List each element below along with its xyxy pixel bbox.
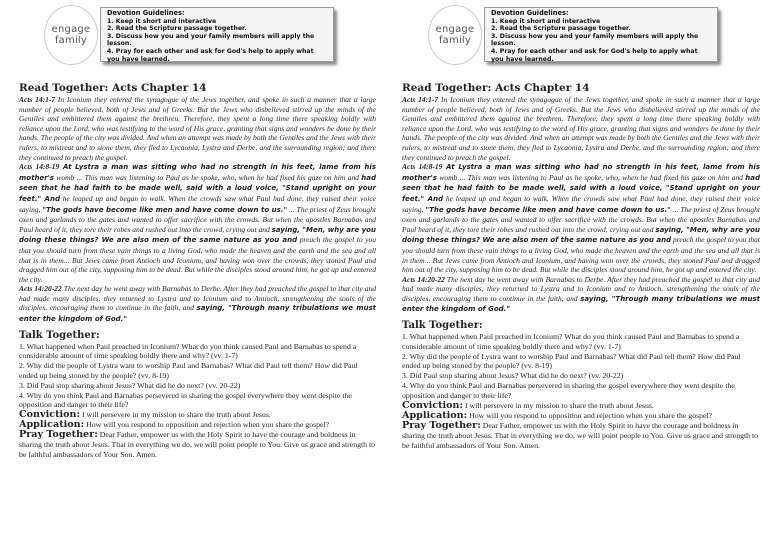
logo-line-2: family bbox=[438, 35, 472, 46]
devotion-guidelines-box bbox=[484, 7, 718, 62]
application-text: How will you respond to opposition and rejection when you share the gospel? bbox=[84, 420, 330, 430]
passage-1 bbox=[19, 95, 376, 162]
read-together-heading: Read Together: Acts Chapter 14 bbox=[402, 82, 590, 94]
talk-together-heading: Talk Together: bbox=[402, 320, 483, 332]
passage-ref: Acts 14:8-19 bbox=[19, 162, 60, 172]
prayer-label: Pray Together: bbox=[19, 429, 98, 441]
logo-line-1: engage bbox=[435, 24, 475, 35]
guideline-item: 2. Read the Scripture passage together. bbox=[107, 25, 247, 33]
prayer-text: Dear Father, empower us with the Holy Spirit to have the courage and boldness in sharing the truth about Jesus. That in everything we do, we will point people to You. Give us grace and strength to be faithful ambassadors of Your Son. Amen. bbox=[19, 430, 376, 460]
read-together-heading: Read Together: Acts Chapter 14 bbox=[19, 82, 207, 94]
passage-ref: Acts 14:20-22 bbox=[19, 284, 62, 294]
discussion-question: 2. Why did the people of Lystra want to worship Paul and Barnabas? What did Paul tell them? How did Paul ended up being stoned by the people? (vv. 8-19) bbox=[402, 351, 741, 371]
passage-text: he leaped up and began to walk. When the crowds saw what Paul had done, they raised their voice saying, bbox=[402, 193, 760, 214]
prayer-line bbox=[19, 430, 376, 460]
passage-ref: Acts 14:8-19 bbox=[402, 162, 443, 172]
passage-highlight: had seen that he had faith to be made well, said with a loud voice, "Stand upright on your feet." And bbox=[19, 173, 376, 203]
passage-text: ... The priest of Zeus brought oxen and garlands to the gates and wanted to offer sacrifice with the crowds. But when the apostles Barnabas and Paul heard of it, they tore their robes and rushed out into the crowd, crying out and bbox=[402, 204, 761, 234]
application-label: Application: bbox=[19, 419, 85, 431]
guideline-item: 4. Pray for each other and ask for God's help to apply what you have learned. bbox=[107, 47, 314, 63]
discussion-question: 1. What happened when Paul preached in Iconium? What do you think caused Paul and Barnabas to spend a considerable amount of time speaking boldly there and why? (vv. 1-7) bbox=[402, 332, 740, 351]
devotion-guidelines-box bbox=[100, 7, 334, 62]
passage-3 bbox=[402, 275, 760, 315]
passage-text: womb ... This man was listening to Paul as he spoke, who, when he had fixed his gaze on him and bbox=[53, 172, 362, 182]
guideline-item: 2. Read the Scripture passage together. bbox=[491, 25, 631, 33]
passage-ref: Acts 14:1-7 bbox=[19, 95, 56, 104]
passage-highlight: At Lystra a man was sitting who had no strength in his feet, lame from his mother's bbox=[402, 163, 760, 182]
discussion-question: 4. Why do you think Paul and Barnabas persevered in sharing the gospel everywhere they went despite the opposition and danger to their life? bbox=[19, 390, 352, 410]
logo-line-2: family bbox=[54, 35, 88, 46]
guideline-item: 4. Pray for each other and ask for God's help to apply what you have learned. bbox=[491, 47, 698, 63]
engage-family-logo bbox=[44, 4, 98, 66]
discussion-question: 1. What happened when Paul preached in Iconium? What do you think caused Paul and Barnabas to spend a considerable amount of time speaking boldly there and why? (vv. 1-7) bbox=[19, 341, 357, 361]
passage-highlight: saying, "Men, why are you doing these things? We are also men of the same nature as you and bbox=[19, 225, 376, 245]
passage-text: ... The priest of Zeus brought oxen and garlands to the gates and wanted to offer sacrifice with the crowds. But when the apostles Barnabas and Paul heard of it, they tore their robes and rushed out into the crowd, crying out and bbox=[19, 204, 376, 234]
talk-together-section bbox=[19, 330, 376, 411]
application-label: Application: bbox=[402, 409, 468, 421]
right-devotion-panel bbox=[384, 0, 768, 543]
guideline-item: 3. Discuss how you and your family members will apply the lesson. bbox=[107, 32, 315, 48]
guideline-item: 1. Keep it short and interactive bbox=[107, 17, 217, 25]
passage-highlight: saying, "Men, why are you doing these things? We are also men of the same nature as you and bbox=[402, 225, 760, 245]
discussion-question: 2. Why did the people of Lystra want to worship Paul and Barnabas? What did Paul tell them? How did Paul ended up being stoned by the people? (vv. 8-19) bbox=[19, 361, 358, 381]
passage-highlight: had seen that he had faith to be made well, said with a loud voice, "Stand upright on your feet." And bbox=[402, 173, 760, 203]
passage-text: womb ... This man was listening to Paul as he spoke, who, when he had fixed his gaze on him and bbox=[436, 172, 746, 182]
passage-1 bbox=[402, 95, 760, 162]
talk-together-heading: Talk Together: bbox=[19, 329, 100, 341]
passage-ref: Acts 14:20-22 bbox=[402, 274, 445, 284]
passage-highlight: saying, "Through many tribulations we must enter the kingdom of God." bbox=[402, 294, 760, 314]
guideline-item: 1. Keep it short and interactive bbox=[491, 17, 601, 25]
guidelines-title: Devotion Guidelines: bbox=[491, 9, 569, 17]
conviction-label: Conviction: bbox=[402, 399, 464, 411]
passage-3 bbox=[19, 284, 376, 324]
conviction-text: I will persevere in my mission to share the truth about Jesus. bbox=[463, 400, 654, 410]
talk-together-section bbox=[402, 320, 760, 401]
guidelines-title: Devotion Guidelines: bbox=[107, 9, 185, 17]
passage-highlight: "The gods have become like men and have come down to us." bbox=[42, 205, 288, 214]
devotion-content bbox=[19, 82, 376, 460]
logo-line-1: engage bbox=[51, 24, 91, 35]
passage-2 bbox=[19, 162, 376, 284]
engage-family-logo bbox=[428, 4, 482, 66]
conviction-text: I will persevere in my mission to share the truth about Jesus. bbox=[80, 410, 271, 420]
passage-ref: Acts 14:1-7 bbox=[402, 95, 439, 104]
passage-text: The next day he went away with Barnabas to Derbe. After they had preached the gospel to that city and had made many disciples, they returned to Lystra and to Iconium and to Antioch, strengthening the souls of the disciples, encouraging them to continue in the faith, and bbox=[19, 284, 376, 313]
passage-text: In Iconium they entered the synagogue of the Jews together, and spoke in such a manner that a large number of people believed, both of Jews and of Greeks. But the Jews who disbelieved stirred up the minds of the Gentiles and embittered them against the brethren. Therefore, they spent a long time there speaking boldly with reliance upon the Lord, who was testifying to the word of His grace, granting that signs and wonders be done by their hands. The people of the city was divided. And when an attempt was made by both the Gentiles and the Jews with their rulers, to mistreat and to stone them, they fled to Lycaonia, Lystra and Derbe, and the surrounding region; and there they continued to preach the gospel. bbox=[402, 95, 760, 162]
application-text: How will you respond to opposition and rejection when you share the gospel? bbox=[467, 410, 713, 420]
passage-text: The next day he went away with Barnabas to Derbe. After they had preached the gospel to that city and had made many disciples, they returned to Lystra and to Iconium and to Antioch, strengthening the souls of the disciples, encouraging them to continue in the faith, and bbox=[402, 274, 760, 303]
devotion-content bbox=[402, 82, 760, 451]
passage-2 bbox=[402, 162, 760, 275]
passage-text: preach the gospel to you that you should turn from these vain things to a living God, who made the heaven and the earth and the sea and all that is in them... But Jews came from Antioch and Iconium, and having won over the crowds, they stoned Paul and dragged him out of the city, supposing him to be dead. But while the disciples stood around him, he got up and entered the city. bbox=[19, 235, 376, 284]
conviction-label: Conviction: bbox=[19, 409, 81, 421]
discussion-question: 4. Why do you think Paul and Barnabas persevered in sharing the gospel everywhere they went despite the opposition and danger to their life? bbox=[402, 381, 735, 400]
guideline-item: 3. Discuss how you and your family members will apply the lesson. bbox=[491, 32, 699, 48]
discussion-question: 3. Did Paul stop sharing about Jesus? What did he do next? (vv. 20-22) bbox=[19, 380, 241, 390]
prayer-line bbox=[402, 421, 760, 451]
passage-highlight: saying, "Through many tribulations we must enter the kingdom of God." bbox=[19, 304, 376, 324]
prayer-label: Pray Together: bbox=[402, 419, 481, 431]
passage-highlight: "The gods have become like men and have come down to us." bbox=[425, 205, 671, 214]
passage-text: preach the gospel to you that you should turn from these vain things to a living God, who made the heaven and the earth and the sea and all that is in them... But Jews came from Antioch and Iconium, and having won over the crowds, they stoned Paul and dragged him out of the city, supposing him to be dead. But while the disciples stood around him, he got up and entered the city. bbox=[402, 235, 760, 275]
passage-text: he leaped up and began to walk. When the crowds saw what Paul had done, they raised their voice saying, bbox=[19, 193, 376, 214]
passage-highlight: At Lystra a man was sitting who had no strength in his feet, lame from his mother's bbox=[19, 163, 376, 182]
prayer-text: Dear Father, empower us with the Holy Spirit to have the courage and boldness in sharing the truth about Jesus. That in everything we do, we will point people to You. Give us grace and strength to be faithful ambassadors of Your Son. Amen. bbox=[402, 420, 759, 450]
discussion-question: 3. Did Paul stop sharing about Jesus? What did he do next? (vv. 20-22) bbox=[402, 371, 624, 381]
passage-text: In Iconium they entered the synagogue of the Jews together, and spoke in such a manner that a large number of people believed, both of Jews and of Greeks. But the Jews who disbelieved stirred up the minds of the Gentiles and embittered them against the brethren. Therefore, they spent a long time there speaking boldly with reliance upon the Lord, who was testifying to the word of His grace, granting that signs and wonders be done by their hands. The people of the city was divided. And when an attempt was made by both the Gentiles and the Jews with their rulers, to mistreat and to stone them, they fled to Lycaonia, Lystra and Derbe, and the surrounding region; and there they continued to preach the gospel. bbox=[19, 95, 376, 162]
